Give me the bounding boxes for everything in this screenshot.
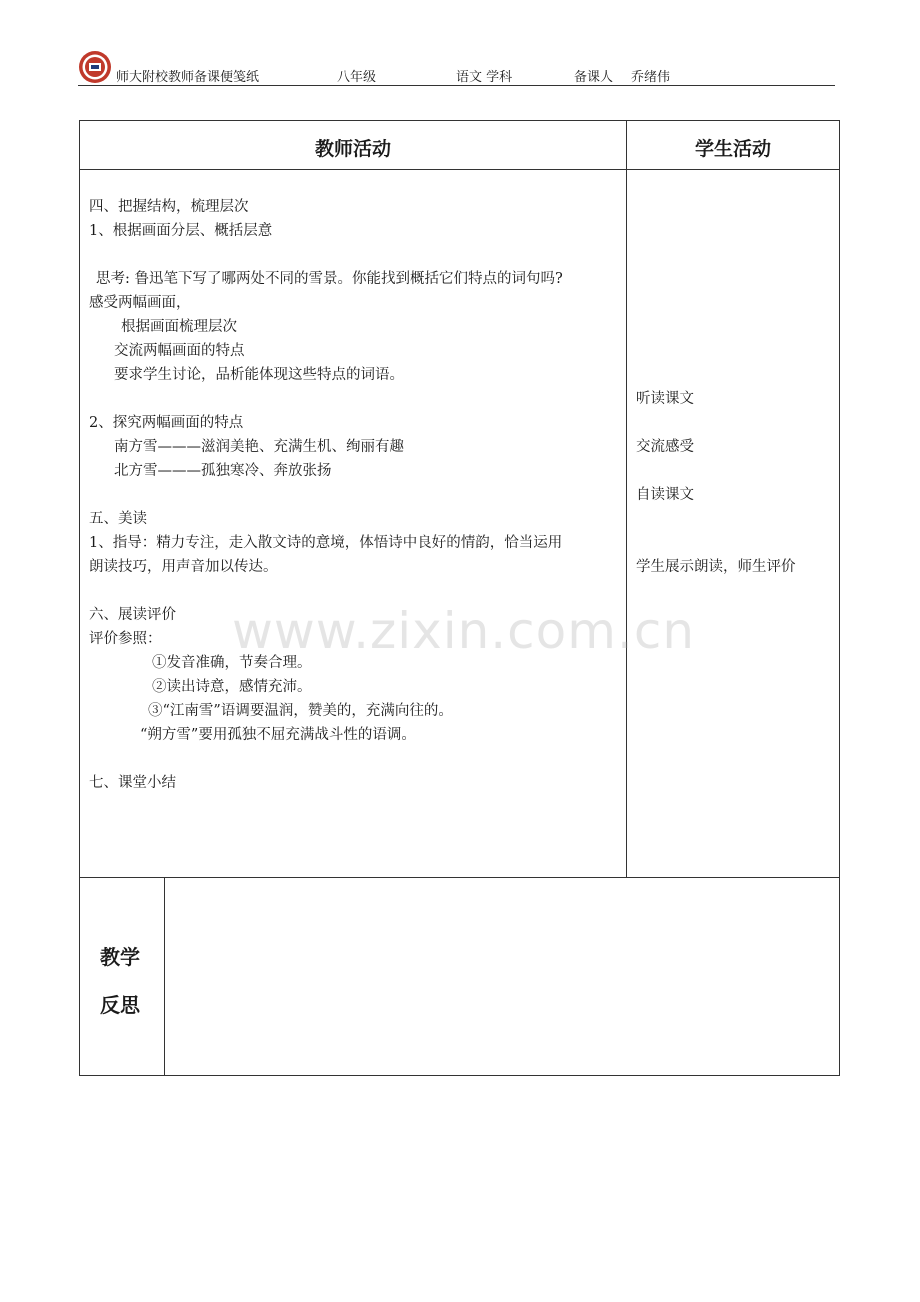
teacher-line: 朗读技巧，用声音加以传达。 [89,559,278,575]
lesson-table [79,120,840,1076]
student-activity-heading: 学生活动 [694,138,771,160]
page-header [78,50,835,86]
header-school: 师大附校教师备课便笺纸 [116,70,260,85]
header-row-divider [80,169,839,170]
student-line: 交流感受 [636,439,694,455]
teacher-line: 感受两幅画面， [89,295,191,311]
teacher-line: 2、探究两幅画面的特点 [89,415,244,431]
student-line: 学生展示朗读，师生评价 [636,559,796,575]
teacher-line: 要求学生讨论，品析能体现这些特点的词语。 [114,367,404,383]
teacher-line: 交流两幅画面的特点 [114,343,245,359]
header-divider [78,85,835,86]
reflection-label-line1: 教学 [100,945,140,969]
header-preparer-name: 乔绪伟 [631,70,671,85]
teacher-line: 七、课堂小结 [89,775,176,791]
header-subject: 语文 学科 [456,70,513,85]
teacher-activity-heading: 教师活动 [314,138,391,160]
teacher-line: 北方雪———孤独寒冷、奔放张扬 [114,463,332,479]
teacher-line: ②读出诗意，感情充沛。 [152,679,312,695]
reflection-content-area [165,878,839,1075]
student-line: 自读课文 [636,487,694,503]
teacher-line: 思考: 鲁迅笔下写了哪两处不同的雪景。你能找到概括它们特点的词句吗? [96,271,563,287]
header-grade: 八年级 [337,70,377,85]
teacher-line: 四、把握结构，梳理层次 [89,199,249,215]
teacher-line: 五、美读 [89,511,147,527]
header-preparer-label: 备课人 [574,70,614,85]
teacher-line: ①发音准确，节奏合理。 [152,655,312,671]
teacher-line: 南方雪———滋润美艳、充满生机、绚丽有趣 [114,439,404,455]
teacher-line: 六、展读评价 [89,607,176,623]
teacher-line: “朔方雪”要用孤独不屈充满战斗性的语调。 [140,727,416,743]
teacher-line: ③“江南雪”语调要温润，赞美的，充满向往的。 [148,703,453,719]
column-divider [626,121,627,878]
teacher-line: 1、根据画面分层、概括层意 [89,223,273,239]
teacher-line: 根据画面梳理层次 [121,319,237,335]
watermark: www.zixin.com.cn [232,602,696,660]
teacher-line: 评价参照： [89,631,162,647]
teacher-line: 1、指导：精力专注，走入散文诗的意境，体悟诗中良好的情韵，恰当运用 [89,535,563,551]
reflection-label-line2: 反思 [100,993,140,1017]
student-line: 听读课文 [636,391,694,407]
school-logo-icon [78,50,112,84]
